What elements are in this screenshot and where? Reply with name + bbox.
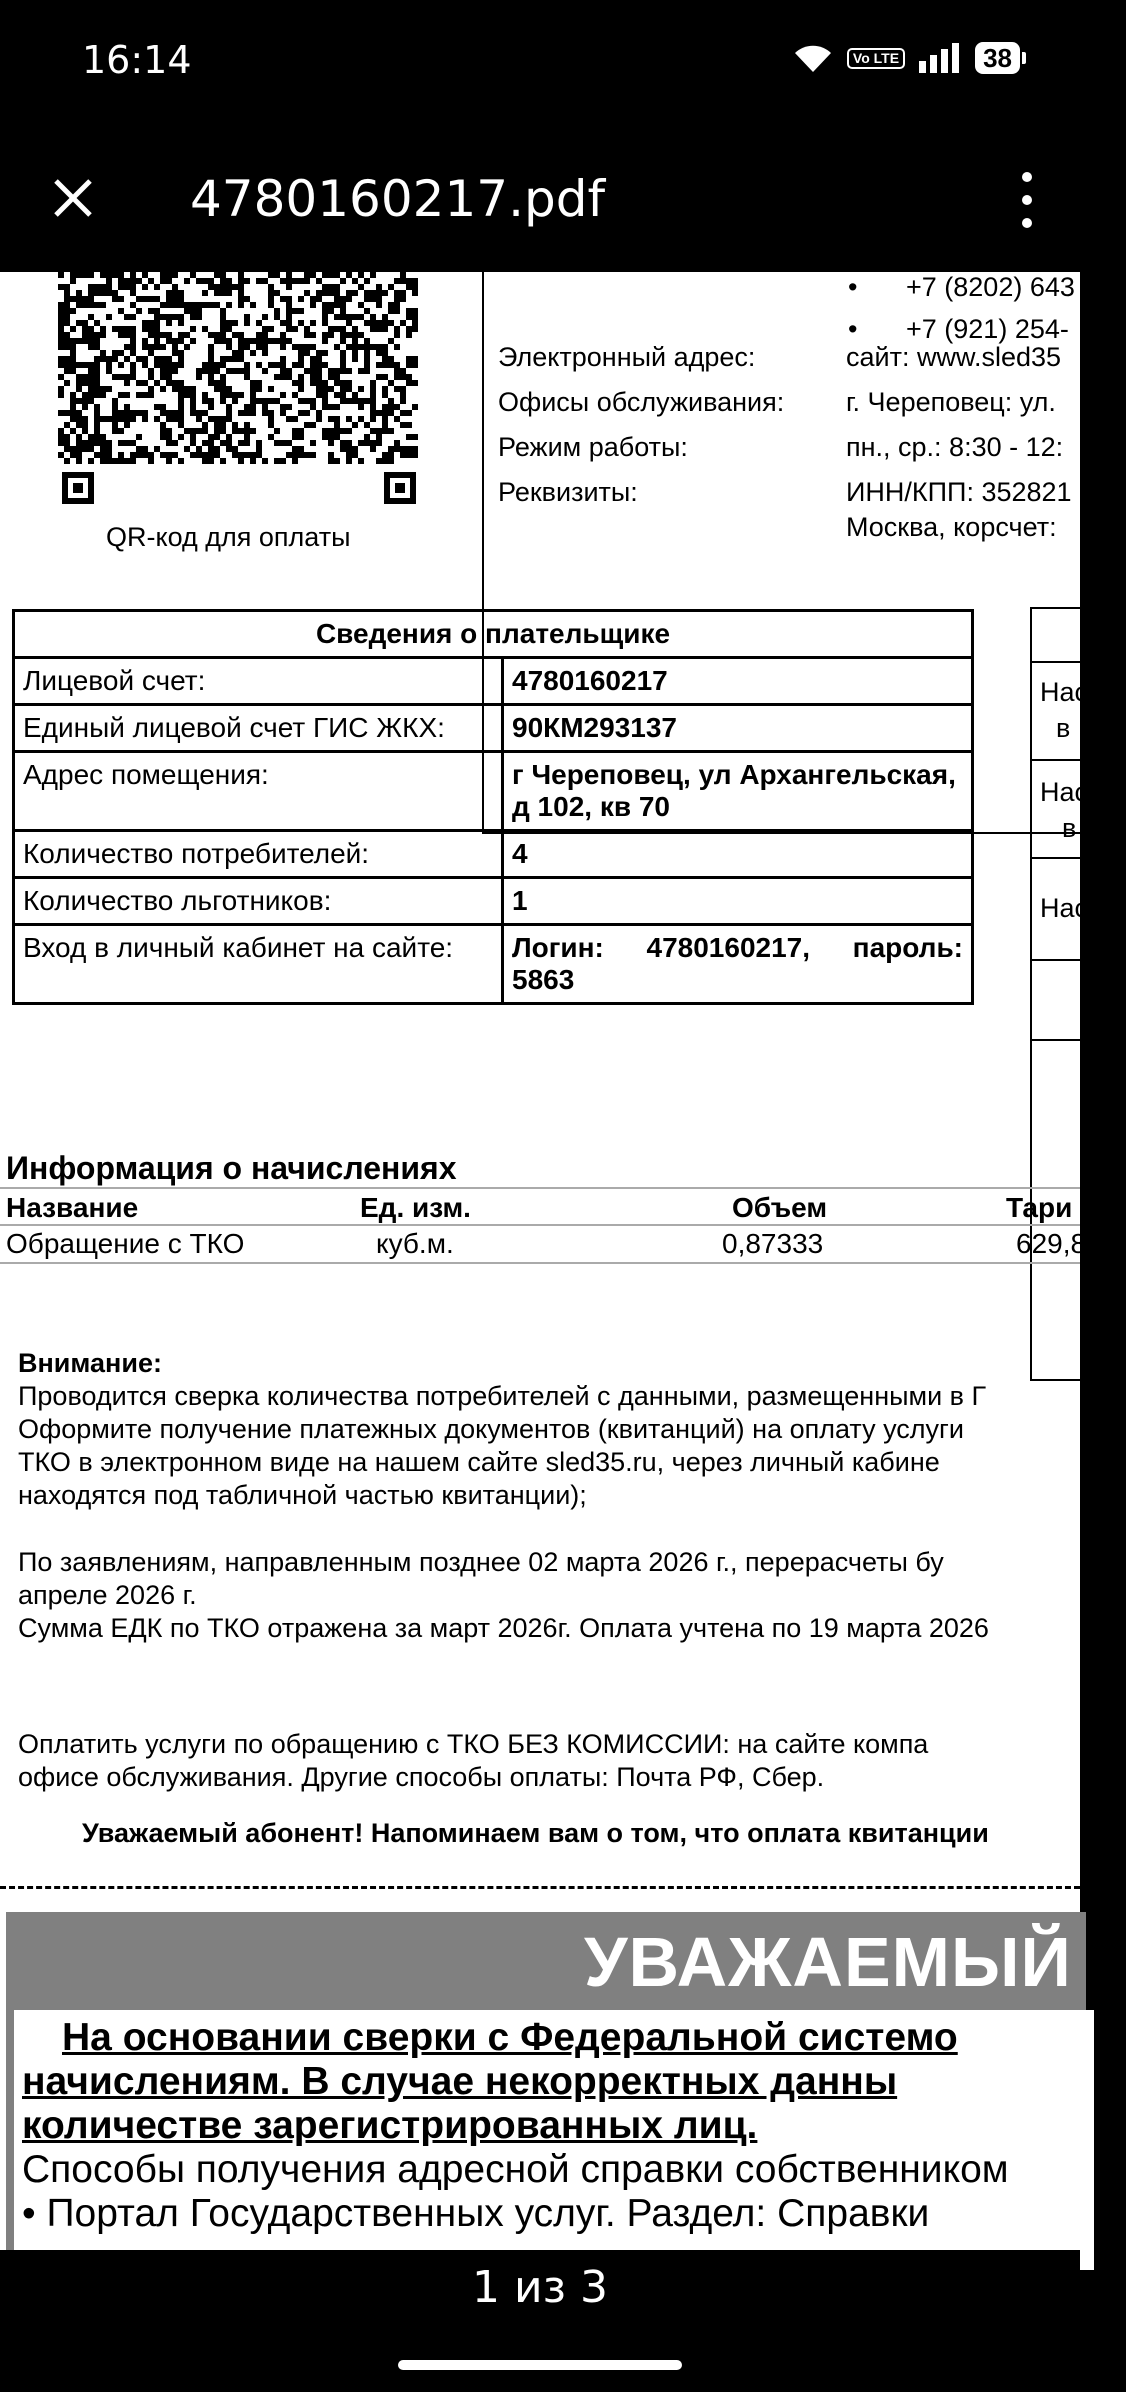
signal-icon	[919, 43, 961, 73]
banner-line: Способы получения адресной справки собственником	[22, 2148, 1009, 2191]
charge-volume: 0,87333	[722, 1228, 824, 1259]
org-label: Режим работы:	[498, 432, 688, 462]
table-row	[14, 705, 973, 752]
column-header: Название	[6, 1192, 139, 1223]
notice-line: Сумма ЕДК по ТКО отражена за март 2026г. Оплата учтена по 19 марта 2026	[18, 1613, 989, 1643]
column-header: Тари	[1006, 1192, 1073, 1223]
charge-name: Обращение с ТКО	[6, 1228, 245, 1259]
notice-block	[18, 1347, 986, 1512]
payer-label: Единый лицевой счет ГИС ЖКХ:	[14, 705, 503, 752]
notice-block	[18, 1546, 989, 1645]
volte-icon: Vo LTE	[847, 48, 905, 69]
notice-block	[18, 1728, 928, 1794]
banner-line: • Портал Государственных услуг. Раздел: Справки	[22, 2192, 930, 2235]
notice-line: ТКО в электронном виде на нашем сайте sled35.ru, через личный кабине	[18, 1447, 940, 1477]
notice-line: апреле 2026 г.	[18, 1580, 197, 1610]
banner-line: количестве зарегистрированных лиц.	[22, 2104, 758, 2147]
org-value: г. Череповец: ул.	[846, 387, 1056, 417]
payer-label: Вход в личный кабинет на сайте:	[14, 925, 503, 1004]
org-label: Офисы обслуживания:	[498, 387, 785, 417]
account-number: 4780160217	[503, 658, 973, 705]
notice-line: находятся под табличной частью квитанции);	[18, 1480, 587, 1510]
more-dot-icon	[1022, 195, 1032, 205]
charges-title: Информация о начислениях	[6, 1150, 457, 1186]
reminder-text: Уважаемый абонент! Напоминаем вам о том, что оплата квитанции	[82, 1818, 989, 1848]
payer-info-table	[12, 609, 974, 1005]
notice-title: Внимание:	[18, 1348, 162, 1378]
more-dot-icon	[1022, 218, 1032, 228]
charge-tariff: 629,8	[1016, 1228, 1087, 1259]
document-title: 4780160217.pdf	[190, 170, 606, 228]
org-value: пн., ср.: 8:30 - 12:	[846, 432, 1064, 462]
property-address: г Череповец, ул Архангельская, д 102, кв 70	[503, 752, 973, 831]
cut-line	[0, 1886, 1080, 1889]
column-header: Ед. изм.	[360, 1192, 471, 1223]
table-row	[14, 752, 973, 831]
table-row	[14, 878, 973, 925]
org-value: Москва, корсчет:	[846, 512, 1057, 542]
side-table	[1030, 607, 1112, 1381]
status-bar	[0, 0, 1080, 120]
org-phone: • +7 (921) 254-	[848, 314, 1069, 344]
more-dot-icon	[1022, 172, 1032, 182]
notice-line: Оформите получение платежных документов (квитанций) на оплату услуги	[18, 1414, 964, 1444]
close-icon	[40, 165, 106, 231]
charge-unit: куб.м.	[376, 1228, 454, 1259]
notice-line: Оплатить услуги по обращению с ТКО БЕЗ КОМИССИИ: на сайте компа	[18, 1729, 929, 1759]
org-value: ИНН/КПП: 352821	[846, 477, 1072, 507]
org-label: Реквизиты:	[498, 477, 638, 507]
beneficiaries-count: 1	[503, 878, 973, 925]
qr-code-icon	[58, 272, 420, 508]
side-table-text: в	[1062, 813, 1077, 843]
qr-caption: QR-код для оплаты	[106, 522, 351, 552]
banner-line: начислениям. В случае некорректных данны	[22, 2060, 898, 2103]
status-time: 16:14	[82, 38, 192, 82]
battery-icon: 38	[975, 42, 1020, 74]
notice-line: Проводится сверка количества потребителей с данными, размещенными в Г	[18, 1381, 987, 1411]
status-icons	[793, 42, 1020, 74]
org-label: Электронный адрес:	[498, 342, 756, 372]
side-table-text: Нас	[1040, 893, 1089, 923]
table-row	[14, 925, 973, 1004]
side-table-text: в	[1056, 713, 1071, 743]
payer-label: Адрес помещения:	[14, 752, 503, 831]
pdf-page[interactable]	[0, 272, 1089, 2250]
payer-label: Количество потребителей:	[14, 831, 503, 878]
page-indicator: 1 из 3	[472, 2262, 608, 2313]
consumers-count: 4	[503, 831, 973, 878]
side-table-text: Нас	[1040, 777, 1089, 807]
payer-label: Количество льготников:	[14, 878, 503, 925]
org-phone: • +7 (8202) 643	[848, 272, 1075, 302]
wifi-icon	[793, 42, 833, 74]
notice-line: По заявлениям, направленным позднее 02 марта 2026 г., перерасчеты бу	[18, 1547, 944, 1577]
home-indicator[interactable]	[398, 2360, 682, 2370]
more-options-button[interactable]	[1012, 172, 1042, 228]
table-row	[14, 831, 973, 878]
side-table-text: Нас	[1040, 677, 1089, 707]
gis-account-number: 90КМ293137	[503, 705, 973, 752]
notice-line: офисе обслуживания. Другие способы оплаты: Почта РФ, Сбер.	[18, 1762, 825, 1792]
org-value: сайт: www.sled35	[846, 342, 1062, 372]
table-row	[14, 658, 973, 705]
column-header: Объем	[732, 1192, 828, 1223]
org-phones	[848, 266, 1075, 350]
payer-label: Лицевой счет:	[14, 658, 503, 705]
login-credentials: Логин: 4780160217, пароль: 5863	[503, 925, 973, 1004]
payer-table-header: Сведения о плательщике	[14, 611, 973, 658]
banner-title: УВАЖАЕМЫЙ	[584, 1923, 1072, 2001]
banner-line: На основании сверки с Федеральной системо	[62, 2016, 958, 2059]
close-button[interactable]	[40, 165, 106, 231]
